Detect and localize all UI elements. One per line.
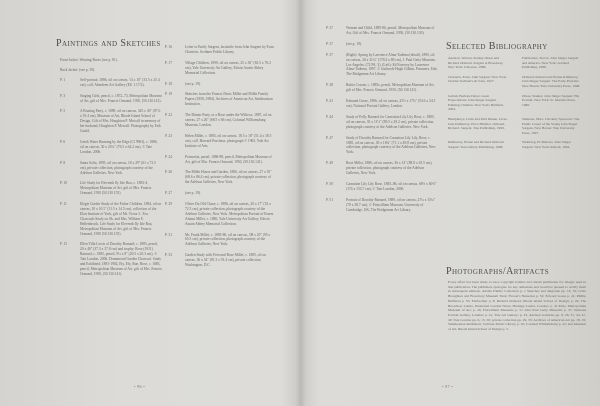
photographs-heading: Photographs/Artifacts bbox=[446, 266, 550, 277]
bibliography-entry: Adelson, Warren, Stanley Olson and Richard Ormond. Sargent at Broadway. New York: Universe, 1986. bbox=[448, 56, 504, 70]
plate-caption: Poinsettia, pastel, 1886-88, pencil, Metropolitan Museum of Art, gift of Mrs. Francis Ormond, 1950, (50.130.141). bbox=[185, 154, 272, 164]
plate-caption: The Dinner Party, or a Rose under the Willows, 1887, oil on canvas, 27 x 26" (68.5 x 66 cm), Colonial Williamsburg Museum, London. bbox=[185, 113, 272, 127]
plate-caption: Santa Sofia, 1895, oil on canvas, 18 x 29" (61 x 73.5 cm), private collection, photograph courtesy of the Adelson Galleries, New York. bbox=[80, 160, 156, 175]
left-column-2 bbox=[165, 45, 275, 274]
plate-entry bbox=[165, 45, 275, 55]
plate-page-ref: P. 27 bbox=[165, 191, 172, 196]
plate-caption: Singing Girls, pencil, c. 1872–73, Metropolitan Museum of Art, gift of Mrs. Francis Ormond, 1950, (50.130.141). bbox=[80, 93, 162, 103]
plate-page-ref: P. 19 bbox=[165, 92, 172, 97]
plate-entry bbox=[60, 109, 162, 134]
plate-caption: Women and Child, 1885-86, pencil, Metropolitan Museum of Art, Gift of Mrs. Francis Ormond, 1950, (50.130.130). bbox=[346, 26, 435, 35]
plate-caption: (see p. 19). bbox=[346, 41, 362, 46]
plate-caption: Ellen Villa Lewis of Dorothy Barnard, c. 1885, pencil, 20 x 46" (37.3 x 37.8 cm) and trophy; Rose (1911) Barnard, c. 1885, pencil, 9¼ x 8" (20.5 x 20.3 cm), © Tate London, 2006. Drummond Garden Charcoal. Study and Exhibited, 1881-1902, Ely, Ely, Rue, Rose, c. 1883, pencil, Metropolitan Museum of Art, gift of Mrs. Francis Ormond, 1950, (50.130.141). bbox=[80, 242, 162, 276]
plate-page-ref: P. 18 bbox=[165, 81, 172, 86]
plate-caption: Mr. Frank Millet, c. 1885-86, oil on canvas, 3H x 20" (95 x 63.5 cm), private collection, photograph courtesy of the Adelson Galleries, New York. bbox=[185, 232, 271, 247]
plate-entry bbox=[326, 198, 438, 213]
plate-page-ref: P. 31 bbox=[165, 232, 172, 237]
bibliography-entry: Weinberg, H. Barbara. John Singer Sargent. New York: Rizzoli, 1994. bbox=[522, 140, 571, 149]
bibliography-row bbox=[448, 75, 588, 89]
plate-entry bbox=[326, 26, 438, 36]
plate-caption: Letter to Emily Sargent, facsimile from John Sargent by Evan Charteris, Scribner Public Library. bbox=[185, 45, 274, 54]
plate-entry bbox=[326, 83, 438, 93]
plate-page-ref: P. 26 bbox=[165, 170, 172, 175]
plate-entry bbox=[165, 253, 275, 268]
plate-caption: Elegie Gorder Study of the Fisher Children, 1884, oil on canvas, 10 x 10.5" (11.5 x 14.5 cm), collection of the Elon Institute of York, gift of Mr. Victor L. Fox. Charcoals Study on Sk. and Mrs. William E. Hellenbrook, Life Study for Eleventh Ily Isle Rua, Metropolitan Museum of Art, gift of Mrs. Francis Ormond, 1950 (50.130.155). bbox=[80, 202, 162, 236]
plate-entry bbox=[60, 78, 162, 88]
plate-caption: Oliver Du Old Chase, c. 1886, oil on canvas, 20 x 17" (52 x 72.5 cm), private collection, photograph courtesy of the Adelson Galleries, New York. Metropolitan Portrait of Ernest Adams Millet, c. 1886, Yale University Art Gallery, Edwin Austin Abbey Memorial Collection. bbox=[185, 202, 274, 226]
plate-page-ref: P. 3 bbox=[60, 93, 66, 98]
plate-caption: The Millet House and Garden, 1886, oil on canvas, 27 x 35" (68.6 x 86.4 cm), private collection, photograph courtesy of the Adelson Galleries, New York. bbox=[185, 170, 272, 185]
bibliography-row bbox=[448, 56, 588, 70]
bibliography-row bbox=[448, 94, 588, 112]
plate-caption: Rubio Cowan, c. 1885s, pencil, Metropolitan Museum of Art, gift of Mrs. Francis Ormond, 1950, (50.130.141). bbox=[346, 83, 435, 93]
plate-entry bbox=[326, 136, 438, 156]
plate-entry bbox=[326, 161, 438, 176]
plate-page-ref: P. 50 bbox=[326, 181, 333, 186]
bibliography-entry: Ormond, Richard and Elaine Kilmurray. John Singer Sargent. The Early Portraits. New Haven: Yale University Press, 1998. bbox=[522, 74, 581, 88]
photographs-text-block bbox=[448, 280, 586, 337]
plate-page-ref: P. 47 bbox=[326, 135, 333, 140]
plate-page-ref: P. 11 bbox=[60, 202, 67, 207]
plate-entry bbox=[326, 42, 438, 47]
plate-entry bbox=[60, 140, 162, 155]
plate-caption: A Boating Party, c. 1889, oil on canvas, 345 x 36" (87.6 x 91.4 cm), Museum of Art, Rhode Island School of Design, Gift of Mrs. Houghton P. Metcalf in memory of her husband, Houghton P. Metcalf. Photography by Erik Gould. bbox=[80, 109, 161, 134]
plate-page-ref: P. 33 bbox=[165, 253, 172, 258]
plate-page-ref: P. 38 bbox=[326, 83, 333, 88]
right-column-1 bbox=[326, 26, 438, 218]
plate-entry bbox=[60, 181, 162, 196]
bibliography-entry: Kilmurray, Elaine and Richard Ormond. Sargent: Tate Gallery Publishing, 1998. bbox=[448, 140, 505, 149]
plate-caption: Self-portrait, 1886, oil on canvas, 13 x 10" (33.5 x 25.4 cm), coll. Aberdeen Art Gallery (EU 1.17/2). bbox=[80, 77, 160, 87]
plate-entry bbox=[60, 94, 162, 104]
plate-page-ref: P. 5 bbox=[60, 109, 66, 114]
plate-entry bbox=[165, 113, 275, 128]
plate-page-ref: P. 49 bbox=[326, 161, 333, 166]
plate-page-ref: P. 29 bbox=[165, 202, 172, 207]
plate-page-ref: P. 24 bbox=[165, 154, 172, 159]
plate-page-ref: P. 51 bbox=[326, 197, 333, 202]
plate-page-ref: P. 22 bbox=[165, 113, 172, 118]
plate-caption: Life Study for Eleventh Ily Isle Rua, c. 1883-4, Metropolitan Museum of Art, gift of Mrs. Francis Ormond, 1950 (50.130.155). bbox=[80, 181, 152, 196]
plate-entry bbox=[60, 242, 162, 276]
plate-entry bbox=[165, 191, 275, 196]
plate-caption: (see p. 19). bbox=[185, 191, 201, 196]
plate-caption: Study of Dorothy Barnard for Carnation Lily Lily, Rose, c. 1885, oil on canvas, 30 x 18¾" (71.1 x 49.8 cm), private collection, photograph courtesy of the Adelson Galleries, New York. bbox=[346, 135, 436, 155]
plate-page-ref: P. 37 bbox=[326, 26, 333, 30]
bibliography-entry: Fairbrother, Trevor. John Singer Sargent and America. New York: Garland Publishing, 1986. bbox=[522, 56, 579, 70]
plate-page-ref: P. 15 bbox=[60, 242, 67, 247]
bibliography-list bbox=[448, 56, 588, 155]
right-page-number: • 97 • bbox=[442, 384, 454, 389]
left-page-number: • 96 • bbox=[134, 384, 146, 389]
plate-entry bbox=[165, 61, 275, 76]
plate-entry bbox=[165, 155, 275, 165]
bibliography-row bbox=[448, 117, 588, 135]
plate-caption: Portrait of Dorothy Barnard, 1889, oil on canvas, 27¼ x 15¼" (70 x 38.7 cm), © Fitzwilliam Museum, University of Cambridge, UK; The Bridgeman Art Library. bbox=[346, 197, 436, 212]
plate-caption: Garden Study with Fern and Rose Millet, c. 1885, oil on canvas, 36 x 34" (81.3 x 91.4 cm), private collection, Washington, D.C. bbox=[185, 253, 266, 268]
plate-caption: Carnation Lily Lily Rose, 1885–86, oil on canvas, 68½ x 60½" (174 x 153.7 cm), © Tate London, 2006. bbox=[346, 181, 437, 191]
plate-caption: Rose Millet, 1886, oil on canvas, 36 x 14" (88.8 x 35.5 cm), private collection, photograph courtesy of the Adelson Galleries, New York. bbox=[346, 161, 433, 176]
plate-entry bbox=[165, 202, 275, 227]
plate-page-ref: P. 37 bbox=[326, 52, 333, 57]
plate-entry bbox=[165, 82, 275, 87]
jacket-credit: Front Jacket: Wearing Boots (see p. 81). bbox=[60, 58, 118, 62]
bibliography-heading: Selected Bibliography bbox=[446, 41, 548, 52]
plate-entry bbox=[326, 53, 438, 78]
plate-page-ref: P. 10 bbox=[60, 181, 67, 186]
bibliography-entry: Charteris, Evan. John Sargent. New York: Charles Scribner's & Sons, 1927. bbox=[448, 74, 507, 84]
plate-page-ref: P. 37 bbox=[326, 41, 333, 46]
plate-entry bbox=[60, 161, 162, 176]
plate-caption: (see p. 19). bbox=[185, 81, 201, 86]
plate-page-ref: P. 23 bbox=[165, 133, 172, 138]
plate-page-ref: P. 17 bbox=[165, 60, 172, 65]
plate-entry bbox=[326, 99, 438, 109]
photographs-credits: Every effort has been made to trace copyright holders and obtain permission for images used in this publication. The publishers apologise for any omissions and would be pleased to rectify them in subsequent editions. Adams Family Collection p. 1 Sketches and diagrams pp. 18, 19; Colin Broughton and Broadway Museum Trust; Flower's Nurseries p. 52; Edward Gosse p. 41; Phillip Hoffman p. 55; Fairbrother p. 8; Richard Ormond; Rhode Island School of Design; p. 20, The Broadway Centre, Illustrated London News; Heritage Centre, London; p. 32 Paris, Metropolitan Museum of Art; p. 29, Fitzwilliam Museum; p. 51 John Paul Getty Museum; p. 37, National Portrait Gallery, London; p. 41, Yale Art Gallery; p. 23, Adelson Galleries pp. 8, 26, 31, 44, 47, 49; Tate London pp. 6, 15, 50; private collection pp. 29, 33; Archives of American Art pp. 18, 19; Smithsonian Institution; Scribner Public Library p. 16; Colonial Williamsburg p. 22; and Museum of Art, Rhode Island School of Design p. 5. bbox=[448, 280, 586, 332]
bibliography-entry: Gallati, Barbara Dayer. Great Expectations: John Singer Sargent Painting Children. New York: Bulfinch, 2004. bbox=[448, 93, 504, 112]
plate-caption: Sketches from the Francis Davis Millet and Millet Family Papers (1858–1984), Archives of American Art, Smithsonian Institution. bbox=[185, 92, 273, 107]
plate-entry bbox=[60, 202, 162, 236]
plate-entry bbox=[326, 115, 438, 130]
plate-entry bbox=[165, 134, 275, 149]
left-column-1 bbox=[60, 58, 162, 283]
jacket-credit: Back Jacket: (see p. 39). bbox=[60, 67, 96, 72]
plate-page-ref: P. 44 bbox=[326, 114, 333, 119]
plate-page-ref: P. 8 bbox=[60, 160, 66, 165]
plate-entry bbox=[165, 92, 275, 107]
plate-entry bbox=[165, 170, 275, 185]
bibliography-entry: Humphreys, Colin and Paul Dunne. Lives. Jane Kilmurray, Erica Hirshler. Ormond, Richard. Sargent. Tate Publishing, 1999. bbox=[448, 116, 508, 131]
plate-page-ref: P. 6 bbox=[60, 139, 66, 144]
bibliography-row bbox=[448, 140, 588, 149]
plate-entry bbox=[165, 233, 275, 248]
bibliography-entry: Simpson, Marc. Uncanny Spectacle: The Public Career of the Young John Singer Sargent. New Haven: Yale University Press, 1997. bbox=[522, 116, 580, 135]
plate-caption: Village Children, 1890, oil on canvas, 25 x 30" (63.5 x 76.2 cm), Yale University Art Gallery, Edwin Austin Abbey Memorial Collection. bbox=[185, 60, 271, 75]
plate-caption: (Right): Spring by Lawrence Alma-Tadema (detail), 1895, oil on canvas, 20 x 31¼" (178.4 x 80 cm), J. Paul Getty Museum, Los Angeles. (72 PA. 3). (Left): Ed Fonsvey by Lawrence Alma-Tadema, 1897, © Gutbrodt-Hugh Gillian, Prisoners, Ede; The Bridgeman Art Library. bbox=[346, 52, 438, 77]
book-gutter bbox=[296, 0, 306, 406]
paintings-heading: Paintings and Sketches bbox=[56, 38, 161, 49]
plate-caption: Greek Water Running by the Edge (Cl 9963), c. 1886, oil on canvas, 30 x 25¼" (76.5 x 64.2 cm), © Tate London, 2006. bbox=[80, 139, 158, 154]
plate-caption: Edmund Gosse, 1886, oil on canvas, 25½ x 17¾" (54.6 x 34.3 cm), National Portrait Gallery, London. bbox=[346, 99, 436, 108]
plate-caption: Helen Millet, c. 1885, oil on canvas, 18.5 x 18" (51.4 x 38.5 cm), coll. Harvard Purchase, photograph © 1963, Yale Art Institute of Arts. bbox=[185, 133, 272, 148]
plate-caption: Study of Polly Barnard for Carnation Lily Lily Rose, c. 1885, oil on canvas, 35 x 11½" (89.5 x 29.2 cm), private collection, photograph courtesy of the Adelson Galleries, New York. bbox=[346, 114, 435, 129]
plate-entry bbox=[326, 182, 438, 192]
plate-page-ref: P. 16 bbox=[165, 45, 172, 49]
bibliography-entry: Olson, Stanley. John Singer Sargent: His Portrait. New York: St. Martin's Press, 1986. bbox=[522, 93, 579, 107]
plate-page-ref: P. 1 bbox=[60, 77, 66, 82]
plate-page-ref: P. 41 bbox=[326, 99, 333, 104]
